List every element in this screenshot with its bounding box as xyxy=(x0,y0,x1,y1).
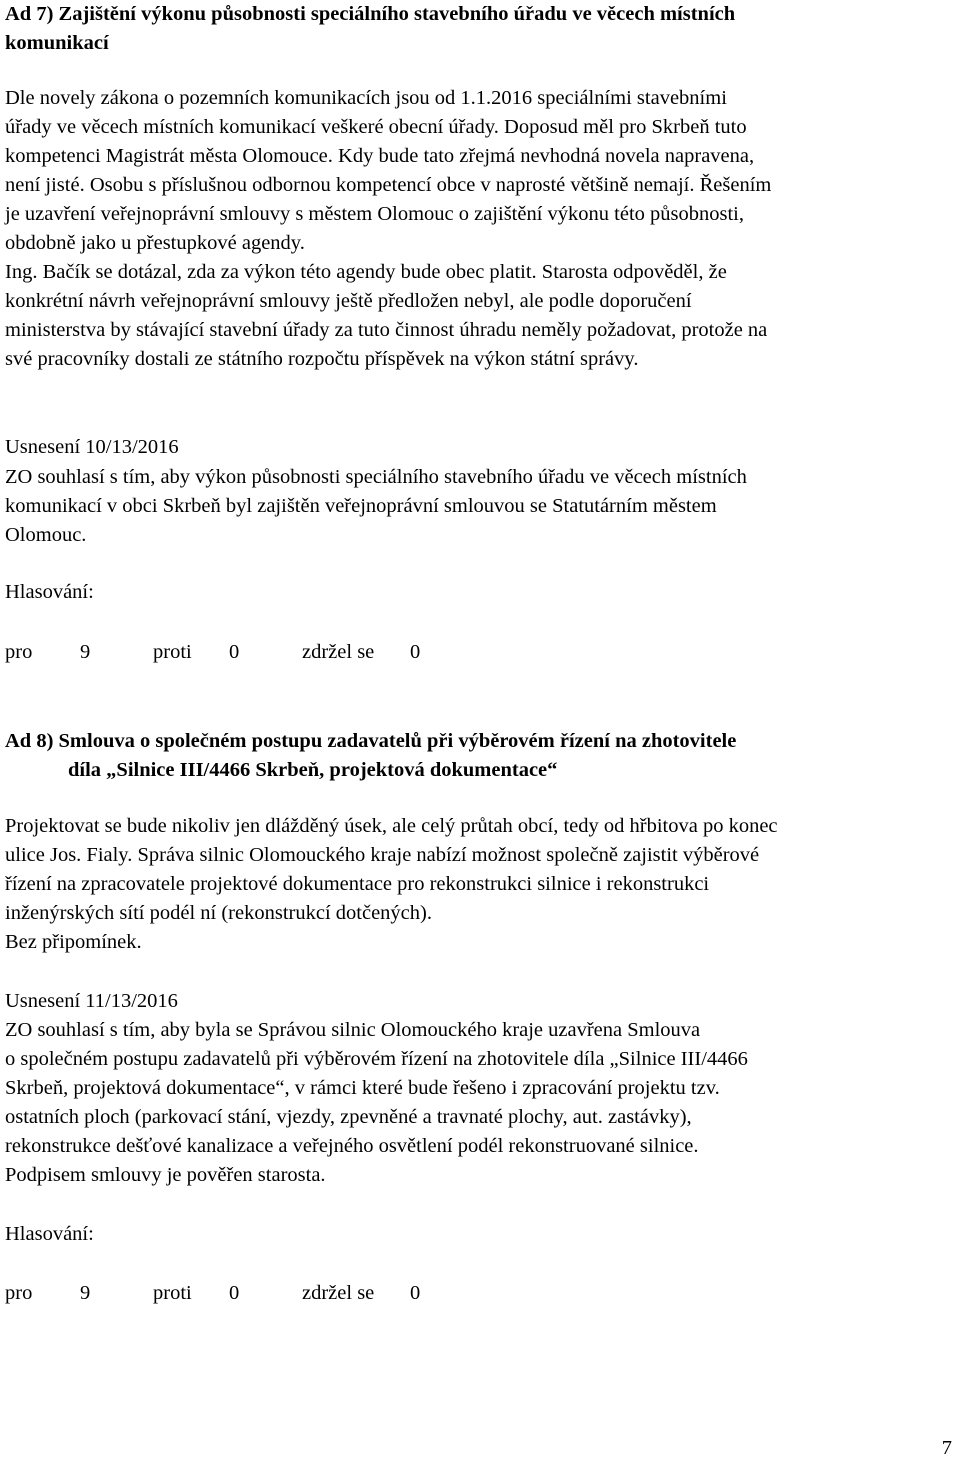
text-line: není jisté. Osobu s příslušnou odbornou kompetencí obce v naprosté většině nemají. Řešením xyxy=(5,174,772,196)
vote-zdrzel-count: 0 xyxy=(410,1282,421,1304)
vote-zdrzel-label: zdržel se xyxy=(302,1282,375,1304)
text-line: je uzavření veřejnoprávní smlouvy s městem Olomouc o zajištění výkonu této působnosti, xyxy=(5,203,745,225)
text-line: ministerstva by stávající stavební úřady za tuto činnost úhradu neměly požadovat, protože na xyxy=(5,319,768,341)
text-line: o společném postupu zadavatelů při výběrovém řízení na zhotovitele díla „Silnice III/4466 xyxy=(5,1048,748,1070)
resolution-11-title: Usnesení 11/13/2016 xyxy=(5,990,178,1012)
vote-pro-label: pro xyxy=(5,1282,33,1304)
resolution-11-text xyxy=(5,1016,955,1190)
section-8-heading xyxy=(5,727,955,785)
voting-label: Hlasování: xyxy=(5,581,94,603)
vote-pro-count: 9 xyxy=(80,641,91,663)
text-line: Podpisem smlouvy je pověřen starosta. xyxy=(5,1164,326,1186)
text-line: řízení na zpracovatele projektové dokumentace pro rekonstrukci silnice i rekonstrukci xyxy=(5,873,710,895)
text-line: kompetenci Magistrát města Olomouce. Kdy bude tato zřejmá nevhodná novela napravena, xyxy=(5,145,755,167)
vote-pro-label: pro xyxy=(5,641,33,663)
text-line: inženýrských sítí podél ní (rekonstrukcí dotčených). xyxy=(5,902,432,924)
vote-result xyxy=(5,638,955,667)
vote-proti-label: proti xyxy=(153,1282,192,1304)
text-line: ostatních ploch (parkovací stání, vjezdy, zpevněné a travnaté plochy, aut. zastávky), xyxy=(5,1106,692,1128)
text-line: Bez připomínek. xyxy=(5,931,142,953)
voting-label: Hlasování: xyxy=(5,1223,94,1245)
vote-pro-count: 9 xyxy=(80,1282,91,1304)
text-line: rekonstrukce dešťové kanalizace a veřejného osvětlení podél rekonstruované silnice. xyxy=(5,1135,699,1157)
heading-line: Ad 8) Smlouva o společném postupu zadavatelů při výběrovém řízení na zhotovitele xyxy=(5,730,737,752)
text-line: Projektovat se bude nikoliv jen dlážděný úsek, ale celý průtah obcí, tedy od hřbitova po konec xyxy=(5,815,778,837)
resolution-10-title: Usnesení 10/13/2016 xyxy=(5,436,179,458)
page-number: 7 xyxy=(941,1437,952,1459)
heading-line: komunikací xyxy=(5,32,109,54)
text-line: Dle novely zákona o pozemních komunikacích jsou od 1.1.2016 speciálními stavebními xyxy=(5,87,727,109)
text-line: ZO souhlasí s tím, aby byla se Správou silnic Olomouckého kraje uzavřena Smlouva xyxy=(5,1019,701,1041)
vote-proti-label: proti xyxy=(153,641,192,663)
heading-line: Ad 7) Zajištění výkonu působnosti speciálního stavebního úřadu ve věcech místních xyxy=(5,3,736,25)
text-line: konkrétní návrh veřejnoprávní smlouvy ještě předložen nebyl, ale podle doporučení xyxy=(5,290,692,312)
text-line: Ing. Bačík se dotázal, zda za výkon této agendy bude obec platit. Starosta odpověděl, že xyxy=(5,261,727,283)
vote-proti-count: 0 xyxy=(229,1282,240,1304)
text-line: Olomouc. xyxy=(5,524,87,546)
text-line: ulice Jos. Fialy. Správa silnic Olomouckého kraje nabízí možnost společně zajistit výběrové xyxy=(5,844,760,866)
text-line: komunikací v obci Skrbeň byl zajištěn veřejnoprávní smlouvou se Statutárním městem xyxy=(5,495,717,517)
text-line: své pracovníky dostali ze státního rozpočtu příspěvek na výkon státní správy. xyxy=(5,348,639,370)
resolution-10-text xyxy=(5,463,955,550)
vote-zdrzel-label: zdržel se xyxy=(302,641,375,663)
text-line: úřady ve věcech místních komunikací veškeré obecní úřady. Doposud měl pro Skrbeň tuto xyxy=(5,116,747,138)
vote-result xyxy=(5,1279,955,1308)
text-line: ZO souhlasí s tím, aby výkon působnosti speciálního stavebního úřadu ve věcech místních xyxy=(5,466,747,488)
section-7-heading xyxy=(5,0,955,58)
text-line: Skrbeň, projektová dokumentace“, v rámci které bude řešeno i zpracování projektu tzv. xyxy=(5,1077,720,1099)
vote-zdrzel-count: 0 xyxy=(410,641,421,663)
section-7-paragraph xyxy=(5,84,955,374)
vote-proti-count: 0 xyxy=(229,641,240,663)
text-line: obdobně jako u přestupkové agendy. xyxy=(5,232,305,254)
heading-line: díla „Silnice III/4466 Skrbeň, projektová dokumentace“ xyxy=(68,759,558,781)
section-8-paragraph xyxy=(5,812,955,957)
